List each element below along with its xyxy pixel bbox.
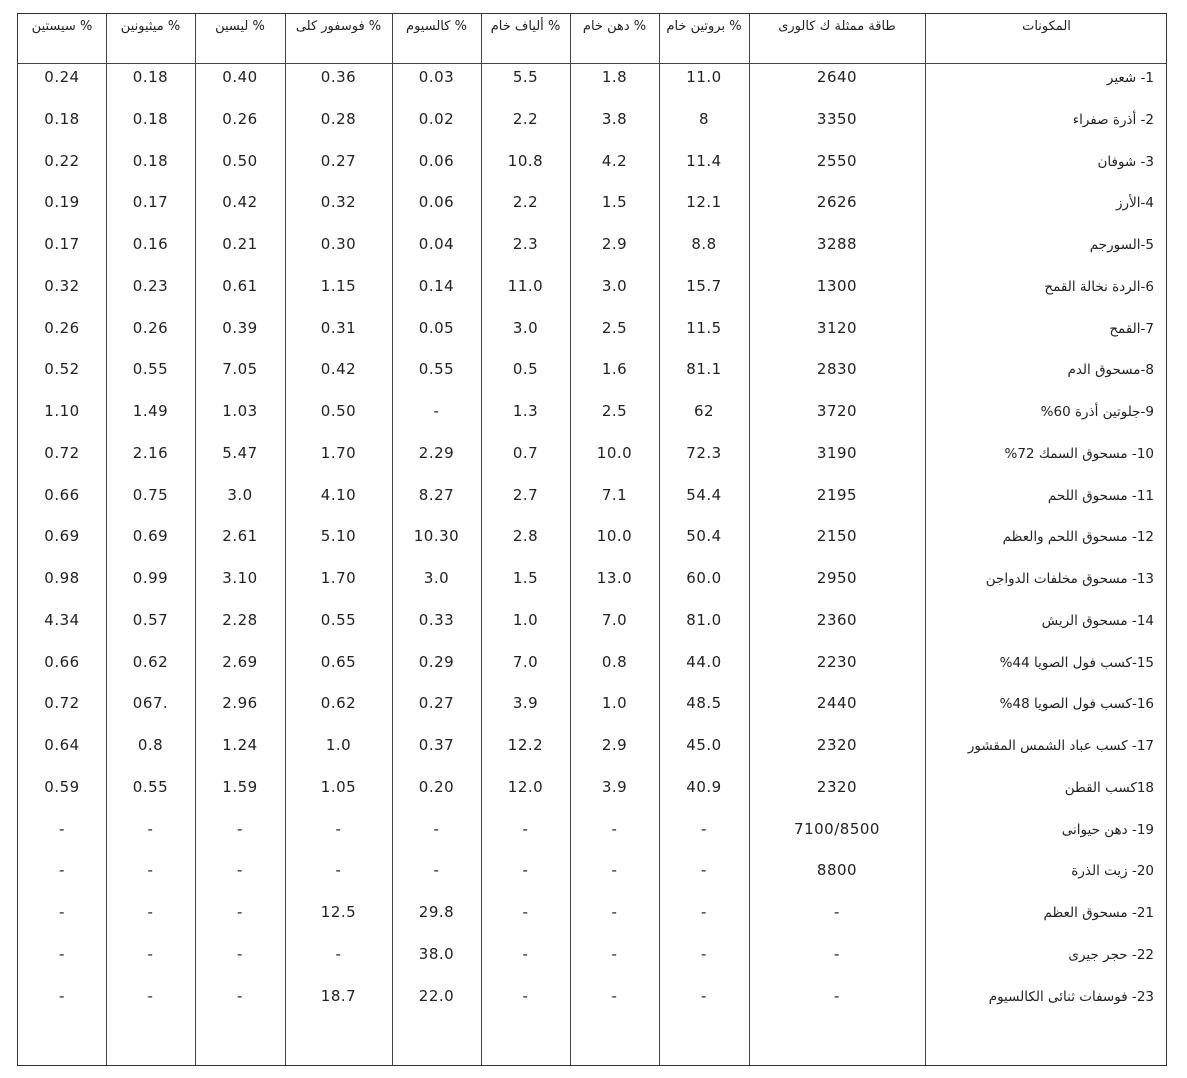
ingredient-name: 20- زيت الذرة	[1071, 863, 1154, 880]
table-cell: 0.27	[418, 694, 455, 713]
table-cell: 3.9	[512, 694, 539, 713]
table-cell: 0.36	[320, 68, 357, 86]
table-cell: 0.65	[320, 652, 357, 671]
table-cell: 2.2	[512, 109, 539, 128]
table-cell: 1.49	[132, 402, 169, 420]
table-cell: 10.8	[507, 151, 544, 170]
table-cell: 0.28	[320, 109, 357, 128]
table-cell: 0.50	[222, 151, 258, 170]
table-cell: 4.34	[44, 610, 80, 629]
table-cell: 2640	[816, 68, 858, 86]
table-cell: 1.10	[44, 402, 80, 420]
table-cell: -	[834, 944, 840, 963]
table-cell: 0.8	[137, 736, 164, 754]
table-cell: 3.0	[423, 569, 450, 587]
table-cell: 60.0	[686, 569, 722, 587]
table-cell: -	[237, 861, 243, 880]
table-cell: 1.0	[325, 736, 352, 754]
table-cell: 2230	[816, 652, 858, 671]
table-cell: -	[147, 819, 154, 838]
table-cell: 2.8	[512, 527, 539, 546]
table-cell: -	[433, 861, 440, 880]
ingredient-name: 3- شوفان	[1097, 153, 1154, 170]
table-cell: -	[59, 986, 65, 1005]
table-cell: -	[59, 819, 65, 838]
table-cell: 0.62	[320, 694, 357, 713]
table-cell: 3.0	[512, 318, 539, 337]
table-cell: 1.6	[601, 360, 628, 379]
table-cell: 0.14	[418, 276, 455, 295]
ingredient-name: 18كسب القطن	[1064, 779, 1154, 796]
table-cell: -	[433, 819, 440, 838]
table-cell: 0.06	[418, 151, 455, 170]
table-cell: 2.96	[222, 694, 258, 713]
table-cell: 7.0	[601, 610, 628, 629]
column-header: ألياف خام %	[490, 19, 561, 34]
table-cell: 2.9	[601, 235, 628, 253]
table-cell: -	[701, 819, 707, 838]
table-cell: 7100/8500	[794, 819, 880, 838]
table-cell: 0.42	[320, 360, 357, 379]
table-cell: 1.0	[601, 694, 628, 713]
table-cell: -	[611, 903, 618, 921]
table-cell: 62	[693, 402, 715, 420]
table-cell: 0.31	[320, 318, 357, 337]
table-cell: -	[237, 903, 243, 921]
ingredient-name: 11- مسحوق اللحم	[1047, 487, 1154, 504]
table-cell: 0.59	[44, 777, 80, 796]
table-cell: 0.05	[418, 318, 455, 337]
ingredient-name: 14- مسحوق الريش	[1041, 612, 1154, 629]
table-cell: 2.16	[132, 443, 169, 462]
ingredient-name: 23- فوسفات ثنائى الكالسيوم	[988, 988, 1154, 1005]
table-cell: 0.18	[132, 109, 169, 128]
table-cell: 0.50	[320, 402, 357, 420]
table-cell: -	[701, 986, 707, 1005]
table-cell: 8800	[816, 861, 858, 880]
table-cell: 50.4	[686, 527, 722, 546]
table-cell: 3.0	[227, 485, 253, 504]
table-cell: 3.9	[601, 777, 628, 796]
column-header: كالسيوم %	[406, 19, 467, 34]
table-cell: 11.4	[686, 151, 722, 170]
table-cell: -	[522, 986, 529, 1005]
table-cell: 0.55	[132, 777, 169, 796]
table-cell: 0.24	[44, 68, 80, 86]
table-cell: 0.57	[132, 610, 169, 629]
table-cell: 0.69	[44, 527, 80, 546]
table-cell: 0.18	[44, 109, 80, 128]
table-cell: 0.23	[132, 276, 169, 295]
ingredient-name: 6-الردة نخالة القمح	[1044, 278, 1154, 295]
table-cell: 5.5	[512, 68, 539, 86]
table-cell: -	[147, 903, 154, 921]
table-cell: 15.7	[686, 276, 722, 295]
table-cell: 11.5	[686, 318, 722, 337]
table-cell: 1.05	[320, 777, 357, 796]
column-header: بروتين خام %	[666, 19, 742, 34]
table-cell: -	[237, 986, 243, 1005]
table-cell: 22.0	[418, 986, 455, 1005]
table-cell: 7.1	[601, 485, 628, 504]
table-cell: 12.2	[507, 736, 544, 754]
table-cell: -	[701, 944, 707, 963]
table-cell: 2.5	[601, 318, 628, 337]
table-cell: -	[237, 944, 243, 963]
table-cell: 0.72	[44, 694, 80, 713]
table-cell: 0.26	[222, 109, 258, 128]
table-cell: 3.8	[601, 109, 628, 128]
table-cell: 0.29	[418, 652, 455, 671]
table-cell: 0.64	[44, 736, 80, 754]
table-cell: 3350	[816, 109, 858, 128]
table-cell: -	[834, 986, 840, 1005]
table-cell: 0.17	[132, 193, 169, 212]
table-cell: 1.5	[512, 569, 539, 587]
table-cell: 2.29	[418, 443, 455, 462]
table-cell: 4.2	[601, 151, 628, 170]
ingredient-name: 1- شعير	[1106, 70, 1154, 86]
table-cell: 0.42	[222, 193, 258, 212]
table-cell: 2.2	[512, 193, 539, 212]
table-cell: 5.10	[320, 527, 357, 546]
table-cell: 2360	[816, 610, 858, 629]
table-cell: 1.70	[320, 443, 357, 462]
ingredient-name: 17- كسب عباد الشمس المقشور	[967, 738, 1154, 754]
table-cell: 0.33	[418, 610, 455, 629]
table-cell: 0.26	[44, 318, 80, 337]
table-cell: 0.06	[418, 193, 455, 212]
table-cell: -	[433, 402, 440, 420]
table-cell: 81.1	[686, 360, 722, 379]
table-cell: 0.55	[418, 360, 455, 379]
table-cell: 0.39	[222, 318, 258, 337]
table-cell: 38.0	[418, 944, 455, 963]
table-cell: 0.32	[44, 276, 80, 295]
table-cell: 0.66	[44, 485, 80, 504]
column-header: دهن خام %	[582, 19, 647, 34]
table-cell: 3720	[816, 402, 858, 420]
table-cell: 44.0	[686, 652, 722, 671]
table-cell: 18.7	[320, 986, 357, 1005]
table-cell: 1.24	[222, 736, 258, 754]
table-cell: -	[611, 819, 618, 838]
table-cell: -	[701, 861, 707, 880]
table-cell: 12.5	[320, 903, 357, 921]
table-cell: 0.98	[44, 569, 80, 587]
table-cell: 7.0	[512, 652, 539, 671]
table-cell: 3.10	[222, 569, 258, 587]
table-cell: 2.5	[601, 402, 628, 420]
table-cell: 1.8	[601, 68, 628, 86]
table-cell: -	[237, 819, 243, 838]
table-cell: 2.69	[222, 652, 258, 671]
table-cell: 3120	[816, 318, 858, 337]
table-cell: 0.5	[512, 360, 539, 379]
table-cell: -	[522, 944, 529, 963]
table-cell: 0.66	[44, 652, 80, 671]
table-cell: 2830	[816, 360, 858, 379]
table-cell: 13.0	[596, 569, 633, 587]
table-cell: 0.72	[44, 443, 80, 462]
table-cell: 0.69	[132, 527, 169, 546]
table-cell: 1.03	[222, 402, 258, 420]
table-cell: 0.26	[132, 318, 169, 337]
table-cell: 11.0	[686, 68, 722, 86]
table-cell: -	[611, 861, 618, 880]
table-cell: -	[147, 986, 154, 1005]
table-cell: 1.5	[601, 193, 628, 212]
table-cell: 81.0	[686, 610, 722, 629]
ingredient-name: 15-كسب فول الصويا 44%	[999, 654, 1154, 671]
table-cell: 2950	[816, 569, 858, 587]
table-cell: 45.0	[686, 736, 722, 754]
table-cell: 1.59	[222, 777, 258, 796]
table-cell: 1300	[816, 276, 858, 295]
table-cell: -	[59, 944, 65, 963]
table-cell: -	[611, 944, 618, 963]
table-cell: 0.02	[418, 109, 455, 128]
table-cell: -	[522, 819, 529, 838]
table-cell: -	[335, 819, 342, 838]
table-cell: 2.28	[222, 610, 258, 629]
table-cell: -	[59, 903, 65, 921]
table-cell: 5.47	[222, 443, 258, 462]
table-cell: 2440	[816, 694, 858, 713]
table-cell: 54.4	[686, 485, 722, 504]
ingredient-name: 8-مسحوق الدم	[1067, 362, 1154, 379]
table-cell: 0.62	[132, 652, 169, 671]
table-cell: 11.0	[507, 276, 544, 295]
table-cell: 0.17	[44, 235, 80, 253]
ingredient-name: 4-الأرز	[1116, 195, 1154, 212]
table-cell: 2320	[816, 736, 858, 754]
table-cell: -	[522, 903, 529, 921]
table-cell: 1.3	[512, 402, 539, 420]
table-cell: 0.27	[320, 151, 357, 170]
table-cell: 0.22	[44, 151, 80, 170]
table-cell: 3190	[816, 443, 858, 462]
table-cell: -	[147, 861, 154, 880]
table-cell: 067.	[132, 694, 169, 713]
table-cell: 72.3	[686, 443, 722, 462]
table-cell: 0.55	[132, 360, 169, 379]
table-cell: 0.21	[222, 235, 258, 253]
table-cell: 0.18	[132, 151, 169, 170]
table-cell: -	[522, 861, 529, 880]
table-cell: 8.8	[691, 235, 717, 253]
table-cell: 2150	[816, 527, 858, 546]
table-cell: 0.52	[44, 360, 80, 379]
ingredient-name: 10- مسحوق السمك 72%	[1004, 445, 1154, 462]
table-cell: 0.7	[512, 443, 539, 462]
table-cell: 48.5	[686, 694, 722, 713]
table-cell: 0.99	[132, 569, 169, 587]
table-cell: 0.18	[132, 68, 169, 86]
table-cell: 2.7	[512, 485, 539, 504]
ingredient-name: 21- مسحوق العظم	[1043, 905, 1154, 921]
ingredient-name: 19- دهن حيوانى	[1061, 821, 1154, 838]
ingredient-name: 9-جلوتين أذرة 60%	[1040, 404, 1154, 420]
table-cell: 0.19	[44, 193, 80, 212]
table-cell: 1.0	[512, 610, 539, 629]
table-cell: 10.0	[596, 443, 633, 462]
table-cell: 2320	[816, 777, 858, 796]
table-cell: 0.55	[320, 610, 357, 629]
table-cell: 0.37	[418, 736, 455, 754]
table-cell: 0.04	[418, 235, 455, 253]
table-cell: 3.0	[601, 276, 628, 295]
table-cell: 0.75	[132, 485, 169, 504]
table-cell: 40.9	[686, 777, 722, 796]
column-header: فوسفور كلى %	[295, 19, 382, 34]
table-cell: 1.70	[320, 569, 357, 587]
table-cell: -	[834, 903, 840, 921]
table-cell: 29.8	[418, 903, 455, 921]
column-header: طاقة ممثلة ك كالورى	[778, 19, 896, 34]
column-header: سيستين %	[31, 19, 93, 34]
column-header: ليسين %	[215, 19, 265, 34]
table-cell: 10.30	[413, 527, 460, 546]
table-cell: 12.1	[686, 193, 722, 212]
table-cell: 2626	[816, 193, 858, 212]
table-cell: 10.0	[596, 527, 633, 546]
table-cell: -	[335, 944, 342, 963]
table-cell: 0.40	[222, 68, 258, 86]
table-cell: 2.3	[512, 235, 539, 253]
column-header: ميثيونين %	[120, 19, 181, 34]
column-header: المكونات	[1022, 19, 1071, 34]
table-cell: -	[701, 903, 707, 921]
table-cell: 8	[698, 109, 710, 128]
table-cell: 2.9	[601, 736, 628, 754]
ingredient-name: 12- مسحوق اللحم والعظم	[1002, 529, 1154, 546]
table-cell: 1.15	[320, 276, 357, 295]
ingredient-name: 2- أذرة صفراء	[1072, 111, 1154, 128]
table-cell: 12.0	[507, 777, 544, 796]
table-cell: 2550	[816, 151, 858, 170]
table-cell: 0.32	[320, 193, 357, 212]
table-cell: 3288	[816, 235, 858, 253]
table-cell: 8.27	[418, 485, 455, 504]
table-cell: -	[147, 944, 154, 963]
table-cell: 2.61	[222, 527, 258, 546]
ingredient-name: 22- حجر جيرى	[1068, 946, 1154, 963]
table-cell: -	[335, 861, 342, 880]
table-cell: 0.30	[320, 235, 357, 253]
header-divider	[18, 63, 1166, 64]
ingredient-name: 16-كسب فول الصويا 48%	[999, 696, 1154, 713]
table-cell: 0.03	[418, 68, 455, 86]
table-cell: -	[59, 861, 65, 880]
table-cell: 0.16	[132, 235, 169, 253]
table-cell: 0.20	[418, 777, 455, 796]
table-cell: 7.05	[222, 360, 258, 379]
table-cell: -	[611, 986, 618, 1005]
table-cell: 2195	[816, 485, 858, 504]
ingredient-name: 7-القمح	[1109, 320, 1154, 337]
table-cell: 0.61	[222, 276, 258, 295]
table-cell: 0.8	[601, 652, 628, 671]
table-cell: 4.10	[320, 485, 357, 504]
nutrient-table	[17, 13, 1167, 1066]
ingredient-name: 5-السورجم	[1089, 237, 1154, 253]
ingredient-name: 13- مسحوق مخلفات الدواجن	[985, 571, 1154, 587]
